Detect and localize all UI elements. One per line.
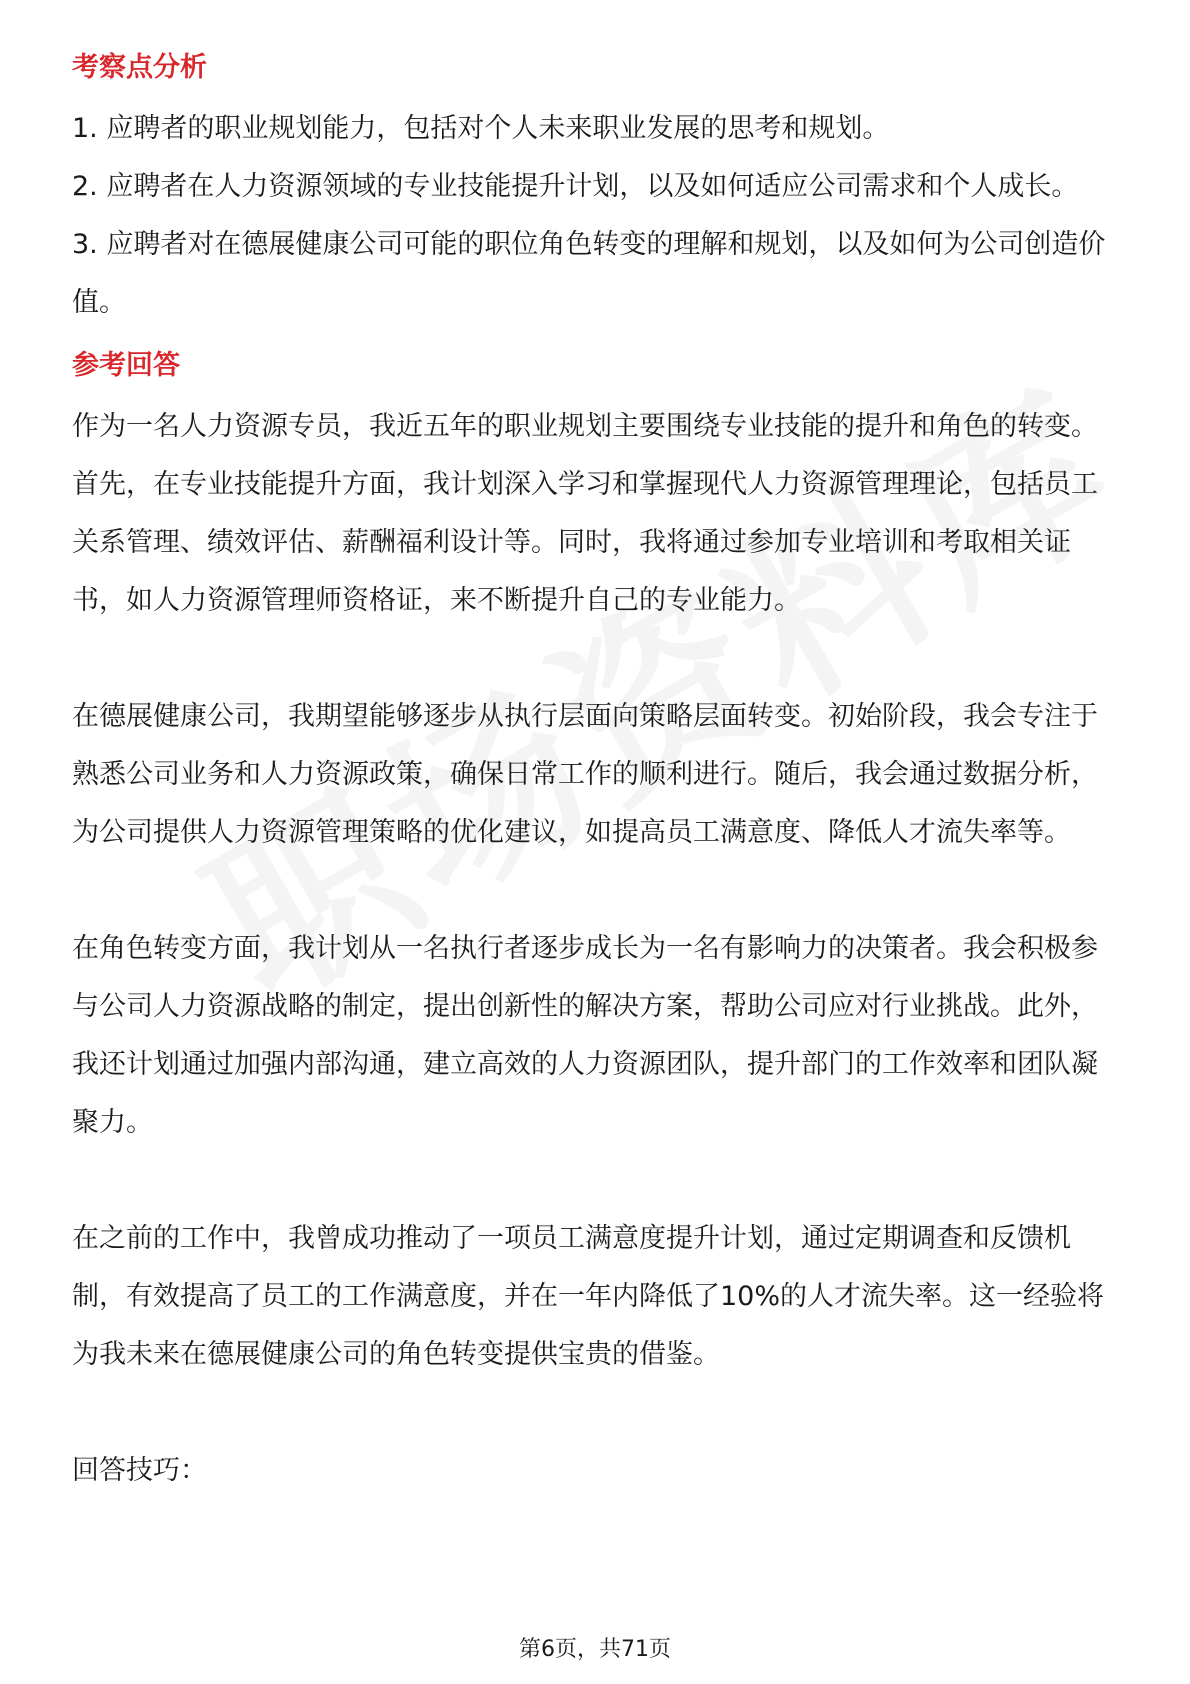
analysis-item-3: 3. 应聘者对在德展健康公司可能的职位角色转变的理解和规划，以及如何为公司创造价值。 [72,229,1106,318]
tips-label: 回答技巧： [72,1455,207,1486]
document-page [72,48,1122,1500]
answer-paragraph-4: 在之前的工作中，我曾成功推动了一项员工满意度提升计划，通过定期调查和反馈机制，有效提高了员工的工作满意度，并在一年内降低了10%的人才流失率。这一经验将为我未来在德展健康公司的角色转变提供宝贵的借鉴。 [72,1223,1105,1370]
analysis-heading: 考察点分析 [72,52,207,83]
answer-paragraph-2: 在德展健康公司，我期望能够逐步从执行层面向策略层面转变。初始阶段，我会专注于熟悉公司业务和人力资源政策，确保日常工作的顺利进行。随后，我会通过数据分析，为公司提供人力资源管理策略的优化建议，如提高员工满意度、降低人才流失率等。 [72,701,1098,848]
answer-paragraph-3: 在角色转变方面，我计划从一名执行者逐步成长为一名有影响力的决策者。我会积极参与公司人力资源战略的制定，提出创新性的解决方案，帮助公司应对行业挑战。此外，我还计划通过加强内部沟通，建立高效的人力资源团队，提升部门的工作效率和团队凝聚力。 [72,933,1098,1138]
answer-heading: 参考回答 [72,350,180,381]
answer-paragraph-1: 作为一名人力资源专员，我近五年的职业规划主要围绕专业技能的提升和角色的转变。首先，在专业技能提升方面，我计划深入学习和掌握现代人力资源管理理论，包括员工关系管理、绩效评估、薪酬福利设计等。同时，我将通过参加专业培训和考取相关证书，如人力资源管理师资格证，来不断提升自己的专业能力。 [72,411,1098,616]
page-number: 第6页，共71页 [519,1637,671,1662]
analysis-item-2: 2. 应聘者在人力资源领域的专业技能提升计划，以及如何适应公司需求和个人成长。 [72,171,1079,202]
analysis-item-1: 1. 应聘者的职业规划能力，包括对个人未来职业发展的思考和规划。 [72,113,890,144]
